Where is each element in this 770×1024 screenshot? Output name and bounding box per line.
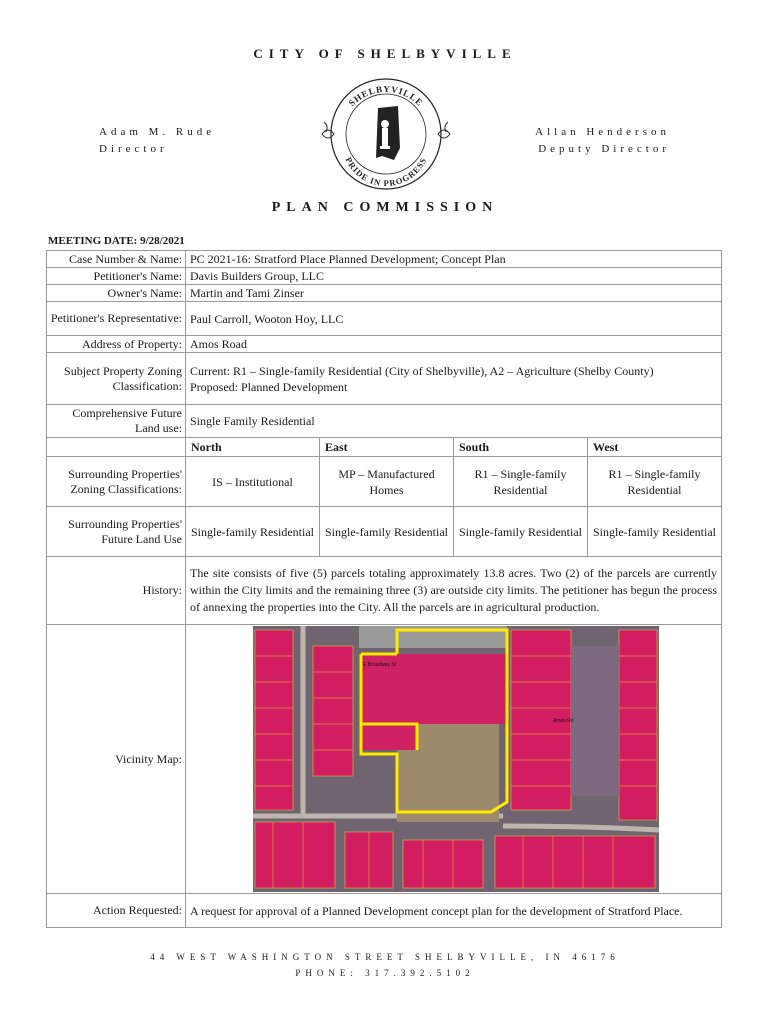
action-label: Action Requested: (47, 894, 186, 928)
seal-bottom-text: PRIDE IN PROGRESS (343, 155, 429, 189)
zoning-current: Current: R1 – Single-family Residential (City of Shelbyville), A2 – Agriculture (Shelby County) (190, 363, 654, 378)
zoning-label: Subject Property Zoning Classification: (47, 353, 186, 405)
petitioner-value: Davis Builders Group, LLC (186, 268, 722, 285)
zoning-proposed: Proposed: Planned Development (190, 379, 348, 394)
future-north: Single-family Residential (186, 507, 320, 556)
row-address (47, 336, 722, 353)
zoning-value (186, 353, 722, 405)
row-representative (47, 302, 722, 336)
staff-report-table (46, 250, 722, 928)
zoning-south: R1 – Single-family Residential (454, 457, 588, 506)
case-value: PC 2021-16: Stratford Place Planned Development; Concept Plan (186, 251, 722, 268)
petitioner-label: Petitioner's Name: (47, 268, 186, 285)
meeting-date: MEETING DATE: 9/28/2021 (48, 235, 185, 247)
future-west: Single-family Residential (593, 524, 716, 539)
deputy-title: Deputy Director (538, 143, 670, 155)
vicinity-map-image (253, 626, 659, 892)
history-label: History: (47, 557, 186, 625)
owner-value: Martin and Tami Zinser (186, 285, 722, 302)
row-petitioner (47, 268, 722, 285)
director-title: Director (99, 143, 168, 155)
direction-east: East (320, 438, 454, 456)
deputy-block (535, 124, 670, 158)
future-south: Single-family Residential (454, 507, 588, 556)
surrounding-zoning-cells (186, 457, 721, 506)
address-value: Amos Road (186, 336, 722, 353)
map-road-label-1: E Broadway St (363, 662, 397, 668)
footer-address: 44 WEST WASHINGTON STREET SHELBYVILLE, IN 46176 (150, 952, 620, 962)
zoning-west: R1 – Single-family Residential (608, 466, 701, 497)
surrounding-zoning-label: Surrounding Properties' Zoning Classifications: (47, 457, 186, 507)
direction-south: South (454, 438, 588, 456)
direction-headers (186, 438, 721, 456)
city-seal (312, 72, 460, 194)
case-label: Case Number & Name: (47, 251, 186, 268)
vicinity-map (253, 626, 659, 892)
director-name: Adam M. Rude (99, 126, 216, 138)
action-value: A request for approval of a Planned Development concept plan for the development of Stratford Place. (186, 894, 722, 928)
representative-label: Petitioner's Representative: (47, 302, 186, 336)
zoning-east: MP – Manufactured Homes (320, 457, 454, 506)
zoning-north: IS – Institutional (186, 457, 320, 506)
history-value: The site consists of five (5) parcels totaling approximately 13.8 acres. Two (2) of the parcels are currently within the City limits and the remaining three (3) are outside city limits. The petitioner has begun the process of annexing the properties into the City. All the parcels are in agricultural production. (186, 557, 722, 625)
row-action (47, 894, 722, 928)
vicinity-label: Vicinity Map: (47, 625, 186, 894)
surrounding-future-label: Surrounding Properties' Future Land Use (47, 507, 186, 557)
surrounding-future-cells (186, 507, 721, 556)
row-future-land (47, 405, 722, 438)
future-land-label: Comprehensive Future Land use: (47, 405, 186, 438)
row-case (47, 251, 722, 268)
row-zoning (47, 353, 722, 405)
owner-label: Owner's Name: (47, 285, 186, 302)
row-surrounding-future (47, 507, 722, 557)
city-title: CITY OF SHELBYVILLE (253, 46, 517, 61)
map-road-label-2: Amos Rd (553, 718, 574, 724)
future-east: Single-family Residential (320, 507, 454, 556)
future-land-value: Single Family Residential (186, 405, 722, 438)
direction-north: North (186, 438, 320, 456)
direction-west: West (593, 440, 619, 454)
row-vicinity (47, 625, 722, 894)
footer-phone: PHONE: 317.392.5102 (295, 968, 475, 978)
director-block (99, 124, 215, 158)
representative-value: Paul Carroll, Wooton Hoy, LLC (186, 302, 722, 336)
row-surrounding-zoning (47, 457, 722, 507)
deputy-name: Allan Henderson (535, 126, 670, 138)
row-directions (47, 438, 722, 457)
row-history (47, 557, 722, 625)
address-label: Address of Property: (47, 336, 186, 353)
commission-title: PLAN COMMISSION (271, 200, 499, 215)
row-owner (47, 285, 722, 302)
seal-top-text: SHELBYVILLE (346, 83, 426, 109)
